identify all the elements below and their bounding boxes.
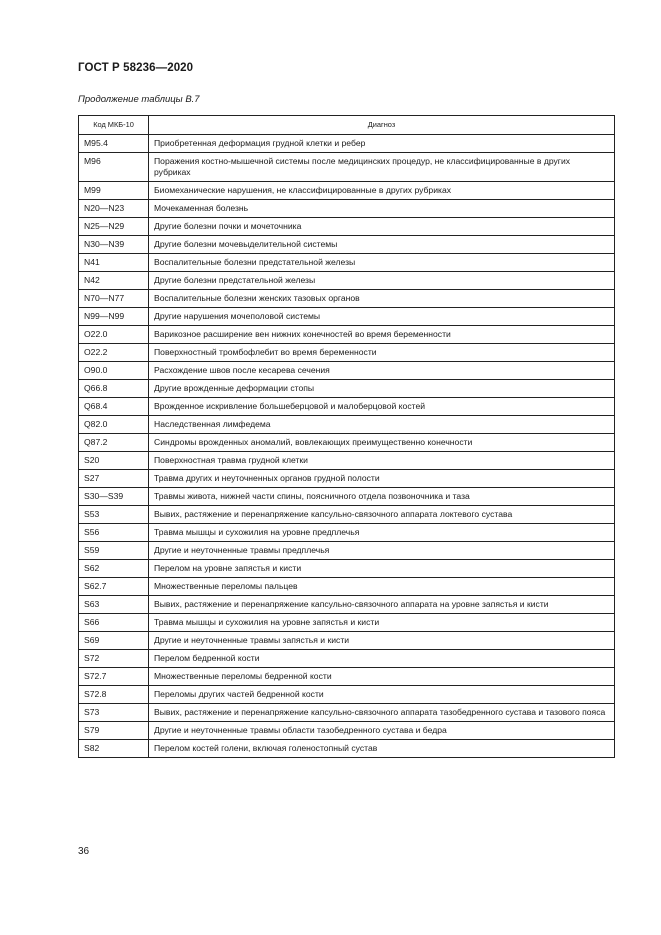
table-row xyxy=(79,326,615,344)
table-row xyxy=(79,153,615,182)
cell-code: S20 xyxy=(79,452,149,470)
table-row xyxy=(79,488,615,506)
cell-code: N99—N99 xyxy=(79,308,149,326)
cell-diagnosis: Переломы других частей бедренной кости xyxy=(149,686,615,704)
table-row xyxy=(79,308,615,326)
cell-diagnosis: Другие болезни почки и мочеточника xyxy=(149,218,615,236)
table-row xyxy=(79,452,615,470)
table-row xyxy=(79,506,615,524)
table-row xyxy=(79,632,615,650)
cell-code: Q68.4 xyxy=(79,398,149,416)
cell-code: S63 xyxy=(79,596,149,614)
cell-diagnosis: Другие врожденные деформации стопы xyxy=(149,380,615,398)
table-row xyxy=(79,740,615,758)
cell-diagnosis: Врожденное искривление большеберцовой и малоберцовой костей xyxy=(149,398,615,416)
cell-code: S82 xyxy=(79,740,149,758)
table-row xyxy=(79,398,615,416)
table-row xyxy=(79,290,615,308)
cell-code: N42 xyxy=(79,272,149,290)
cell-code: O22.0 xyxy=(79,326,149,344)
table-continuation-caption: Продолжение таблицы В.7 xyxy=(78,94,200,105)
cell-diagnosis: Вывих, растяжение и перенапряжение капсульно-связочного аппарата тазобедренного сустава и тазового пояса xyxy=(149,704,615,722)
cell-code: Q82.0 xyxy=(79,416,149,434)
cell-code: S72.7 xyxy=(79,668,149,686)
cell-code: S62.7 xyxy=(79,578,149,596)
table-row xyxy=(79,722,615,740)
table-row xyxy=(79,362,615,380)
cell-diagnosis: Травма мышцы и сухожилия на уровне предплечья xyxy=(149,524,615,542)
cell-code: M95.4 xyxy=(79,135,149,153)
cell-code: S53 xyxy=(79,506,149,524)
cell-diagnosis: Поверхностный тромбофлебит во время беременности xyxy=(149,344,615,362)
cell-diagnosis: Травмы живота, нижней части спины, поясничного отдела позвоночника и таза xyxy=(149,488,615,506)
table-row xyxy=(79,182,615,200)
table-row xyxy=(79,686,615,704)
cell-code: Q87.2 xyxy=(79,434,149,452)
table-row xyxy=(79,524,615,542)
cell-code: S72.8 xyxy=(79,686,149,704)
table-row xyxy=(79,434,615,452)
cell-code: N41 xyxy=(79,254,149,272)
table-row xyxy=(79,344,615,362)
cell-diagnosis: Перелом на уровне запястья и кисти xyxy=(149,560,615,578)
column-header-code: Код МКБ-10 xyxy=(79,116,149,135)
table-row xyxy=(79,596,615,614)
table-row xyxy=(79,578,615,596)
cell-code: S73 xyxy=(79,704,149,722)
cell-diagnosis: Перелом бедренной кости xyxy=(149,650,615,668)
cell-diagnosis: Воспалительные болезни женских тазовых органов xyxy=(149,290,615,308)
cell-diagnosis: Другие нарушения мочеполовой системы xyxy=(149,308,615,326)
cell-diagnosis: Другие и неуточненные травмы запястья и кисти xyxy=(149,632,615,650)
table-row xyxy=(79,416,615,434)
table-row xyxy=(79,542,615,560)
cell-diagnosis: Другие болезни мочевыделительной системы xyxy=(149,236,615,254)
cell-code: M96 xyxy=(79,153,149,182)
cell-code: S79 xyxy=(79,722,149,740)
cell-code: N25—N29 xyxy=(79,218,149,236)
table-header-row xyxy=(79,116,615,135)
table-row xyxy=(79,470,615,488)
table-row xyxy=(79,614,615,632)
table-row xyxy=(79,254,615,272)
cell-code: N70—N77 xyxy=(79,290,149,308)
cell-diagnosis: Вывих, растяжение и перенапряжение капсульно-связочного аппарата локтевого сустава xyxy=(149,506,615,524)
cell-diagnosis: Синдромы врожденных аномалий, вовлекающих преимущественно конечности xyxy=(149,434,615,452)
cell-diagnosis: Другие и неуточненные травмы предплечья xyxy=(149,542,615,560)
cell-diagnosis: Воспалительные болезни предстательной железы xyxy=(149,254,615,272)
cell-diagnosis: Наследственная лимфедема xyxy=(149,416,615,434)
cell-diagnosis: Поверхностная травма грудной клетки xyxy=(149,452,615,470)
cell-code: S62 xyxy=(79,560,149,578)
cell-diagnosis: Поражения костно-мышечной системы после медицинских процедур, не классифицированные в других рубриках xyxy=(149,153,615,182)
cell-code: O22.2 xyxy=(79,344,149,362)
icd-diagnosis-table xyxy=(78,115,615,758)
cell-code: S56 xyxy=(79,524,149,542)
table-row xyxy=(79,668,615,686)
cell-code: S30—S39 xyxy=(79,488,149,506)
table-row xyxy=(79,200,615,218)
column-header-diagnosis: Диагноз xyxy=(149,116,615,135)
cell-code: S27 xyxy=(79,470,149,488)
cell-code: S59 xyxy=(79,542,149,560)
cell-diagnosis: Мочекаменная болезнь xyxy=(149,200,615,218)
table-row xyxy=(79,704,615,722)
table-row xyxy=(79,272,615,290)
cell-diagnosis: Травма мышцы и сухожилия на уровне запястья и кисти xyxy=(149,614,615,632)
cell-code: S72 xyxy=(79,650,149,668)
cell-diagnosis: Вывих, растяжение и перенапряжение капсульно-связочного аппарата на уровне запястья и кисти xyxy=(149,596,615,614)
cell-diagnosis: Перелом костей голени, включая голеностопный сустав xyxy=(149,740,615,758)
cell-code: S69 xyxy=(79,632,149,650)
cell-code: S66 xyxy=(79,614,149,632)
table-row xyxy=(79,560,615,578)
document-header: ГОСТ Р 58236—2020 xyxy=(78,62,194,74)
table-row xyxy=(79,218,615,236)
table-row xyxy=(79,135,615,153)
cell-diagnosis: Другие и неуточненные травмы области тазобедренного сустава и бедра xyxy=(149,722,615,740)
cell-diagnosis: Множественные переломы пальцев xyxy=(149,578,615,596)
cell-code: O90.0 xyxy=(79,362,149,380)
cell-code: Q66.8 xyxy=(79,380,149,398)
cell-diagnosis: Приобретенная деформация грудной клетки и ребер xyxy=(149,135,615,153)
cell-diagnosis: Множественные переломы бедренной кости xyxy=(149,668,615,686)
cell-diagnosis: Биомеханические нарушения, не классифицированные в других рубриках xyxy=(149,182,615,200)
table-row xyxy=(79,236,615,254)
table-row xyxy=(79,380,615,398)
page-number: 36 xyxy=(78,846,90,857)
table-row xyxy=(79,650,615,668)
cell-diagnosis: Другие болезни предстательной железы xyxy=(149,272,615,290)
cell-diagnosis: Варикозное расширение вен нижних конечностей во время беременности xyxy=(149,326,615,344)
cell-code: N30—N39 xyxy=(79,236,149,254)
cell-code: N20—N23 xyxy=(79,200,149,218)
cell-diagnosis: Травма других и неуточненных органов грудной полости xyxy=(149,470,615,488)
cell-diagnosis: Расхождение швов после кесарева сечения xyxy=(149,362,615,380)
cell-code: M99 xyxy=(79,182,149,200)
